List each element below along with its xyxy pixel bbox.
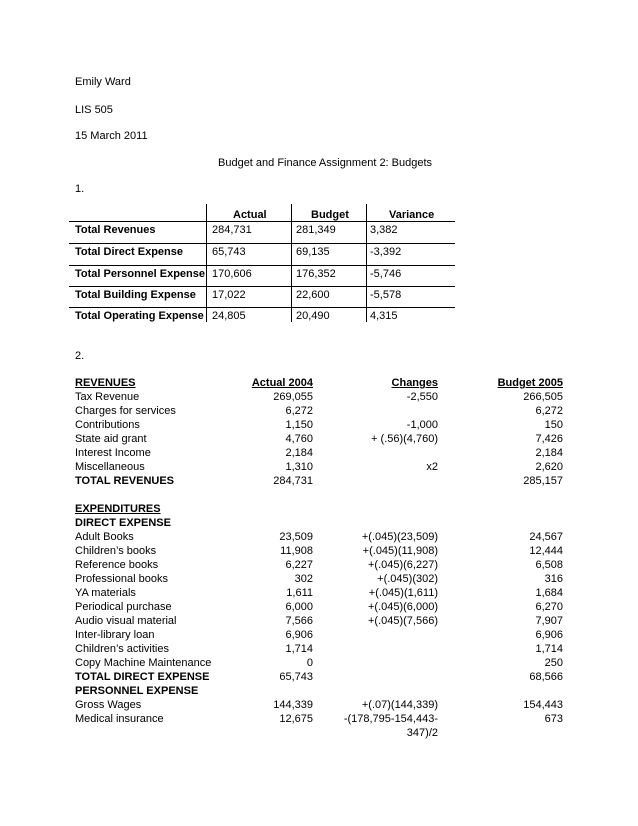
table-row [0,530,638,544]
section-heading-row [0,516,638,530]
table-rule [69,286,455,287]
table-row-continuation [0,726,638,740]
direct-expense-heading: DIRECT EXPENSE [75,517,171,529]
row-actual: 269,055 [273,391,313,403]
column-header-budget-2005: Budget 2005 [497,377,563,389]
table-row [0,698,638,712]
document-date: 15 March 2011 [75,130,148,142]
table-header-row [0,376,638,390]
row-changes: +(.045)(6,000) [367,601,438,613]
table-row [0,544,638,558]
row-label: State aid grant [75,433,147,445]
row-label: Interest Income [75,447,151,459]
table-row-total [0,474,638,488]
row-changes: -2,550 [406,391,438,403]
table-row [0,572,638,586]
table-rule [69,265,455,266]
row-budget: 6,270 [535,601,563,613]
summary-row-actual: 24,805 [212,310,246,322]
row-changes: +(.045)(23,509) [361,531,438,543]
row-actual: 1,714 [285,643,313,655]
row-actual: 144,339 [273,699,313,711]
row-budget: 6,906 [535,629,563,641]
row-label: YA materials [75,587,136,599]
summary-row-budget: 69,135 [296,246,330,258]
summary-row-variance: -5,746 [370,268,402,280]
section-1-number: 1. [75,183,85,195]
row-label: Professional books [75,573,168,585]
row-label: Contributions [75,419,140,431]
summary-row-budget: 176,352 [296,268,336,280]
row-label: TOTAL DIRECT EXPENSE [75,671,210,683]
row-actual: 2,184 [285,447,313,459]
row-label: Periodical purchase [75,601,172,613]
summary-row-budget: 20,490 [296,310,330,322]
row-actual: 0 [306,657,313,669]
table-row [0,586,638,600]
summary-row-actual: 65,743 [212,246,246,258]
row-changes: -(178,795-154,443- [343,713,438,725]
table-row [0,628,638,642]
row-label: Miscellaneous [75,461,145,473]
summary-row-actual: 17,022 [212,289,246,301]
section-heading-row [0,502,638,516]
row-budget: 7,907 [535,615,563,627]
row-label: Audio visual material [75,615,177,627]
summary-row-actual: 170,606 [212,268,252,280]
table-row [0,614,638,628]
summary-row-variance: -3,392 [370,246,402,258]
row-label: Copy Machine Maintenance [75,657,212,669]
author-name: Emily Ward [75,76,131,88]
summary-row-variance: 3,382 [370,224,398,236]
course-code: LIS 505 [75,104,113,116]
row-label: Reference books [75,559,159,571]
table-row [0,390,638,404]
column-header-budget: Budget [311,209,349,221]
row-budget: 7,426 [535,433,563,445]
summary-row-label: Total Direct Expense [75,246,183,258]
table-row [0,558,638,572]
row-budget: 1,714 [535,643,563,655]
summary-row-variance: -5,578 [370,289,402,301]
row-actual: 1,150 [285,419,313,431]
row-actual: 1,310 [285,461,313,473]
row-actual: 4,760 [285,433,313,445]
table-row [0,656,638,670]
document-title: Budget and Finance Assignment 2: Budgets [218,157,433,169]
row-changes: +(.07)(144,339) [361,699,438,711]
row-changes: +(.045)(302) [377,573,438,585]
row-actual: 284,731 [273,475,313,487]
summary-row-label: Total Revenues [75,224,156,236]
row-changes: +(.045)(6,227) [367,559,438,571]
table-row [0,600,638,614]
row-label: TOTAL REVENUES [75,475,175,487]
row-changes: x2 [426,461,438,473]
row-changes: + (.56)(4,760) [371,433,438,445]
row-label: Children’s activities [75,643,169,655]
row-budget: 673 [544,713,563,725]
summary-row-variance: 4,315 [370,310,398,322]
table-row [0,404,638,418]
row-budget: 6,272 [535,405,563,417]
row-actual: 6,906 [285,629,313,641]
row-actual: 23,509 [279,531,313,543]
row-changes-continuation: 347)/2 [406,727,438,739]
row-actual: 6,272 [285,405,313,417]
table-rule [69,307,455,308]
row-budget: 24,567 [529,531,563,543]
row-actual: 7,566 [285,615,313,627]
row-changes: -1,000 [406,419,438,431]
row-label: Charges for services [75,405,176,417]
row-label: Inter-library loan [75,629,155,641]
row-actual: 302 [294,573,313,585]
table-row [0,642,638,656]
table-row [0,418,638,432]
summary-row-budget: 281,349 [296,224,336,236]
row-label: Medical insurance [75,713,164,725]
summary-row-label: Total Operating Expense [75,310,204,322]
section-2-number: 2. [75,350,85,362]
table-rule [69,243,455,244]
column-header-changes: Changes [391,377,438,389]
row-budget: 2,620 [535,461,563,473]
row-budget: 12,444 [529,545,563,557]
table-row [0,432,638,446]
row-actual: 11,908 [280,545,313,557]
table-row [0,446,638,460]
row-label: Children’s books [75,545,157,557]
row-actual: 1,611 [286,587,313,599]
expenditures-heading: EXPENDITURES [75,503,161,515]
row-actual: 6,227 [285,559,313,571]
row-budget: 266,505 [523,391,563,403]
row-budget: 2,184 [535,447,563,459]
column-header-variance: Variance [389,209,435,221]
row-budget: 250 [544,657,563,669]
table-rule [69,221,455,222]
summary-row-label: Total Personnel Expense [75,268,206,280]
column-header-actual-2004: Actual 2004 [251,377,313,389]
row-budget: 316 [544,573,563,585]
row-changes: +(.045)(11,908) [362,545,438,557]
summary-row-label: Total Building Expense [75,289,196,301]
row-label: Adult Books [75,531,134,543]
summary-row-budget: 22,600 [296,289,330,301]
row-actual: 65,743 [279,671,313,683]
row-budget: 6,508 [535,559,563,571]
row-changes: +(.045)(7,566) [367,615,438,627]
row-actual: 12,675 [279,713,313,725]
section-heading-row [0,684,638,698]
summary-row-actual: 284,731 [212,224,252,236]
row-label: Gross Wages [75,699,142,711]
table-row [0,712,638,726]
row-budget: 1,684 [535,587,563,599]
row-budget: 285,157 [523,475,563,487]
column-header-actual: Actual [233,209,267,221]
row-actual: 6,000 [285,601,313,613]
row-budget: 68,566 [529,671,563,683]
personnel-expense-heading: PERSONNEL EXPENSE [75,685,199,697]
row-label: Tax Revenue [75,391,140,403]
row-budget: 150 [544,419,563,431]
revenues-heading: REVENUES [75,377,136,389]
table-row-total [0,670,638,684]
row-changes: +(.045)(1,611) [368,587,438,599]
row-budget: 154,443 [523,699,563,711]
table-row [0,460,638,474]
